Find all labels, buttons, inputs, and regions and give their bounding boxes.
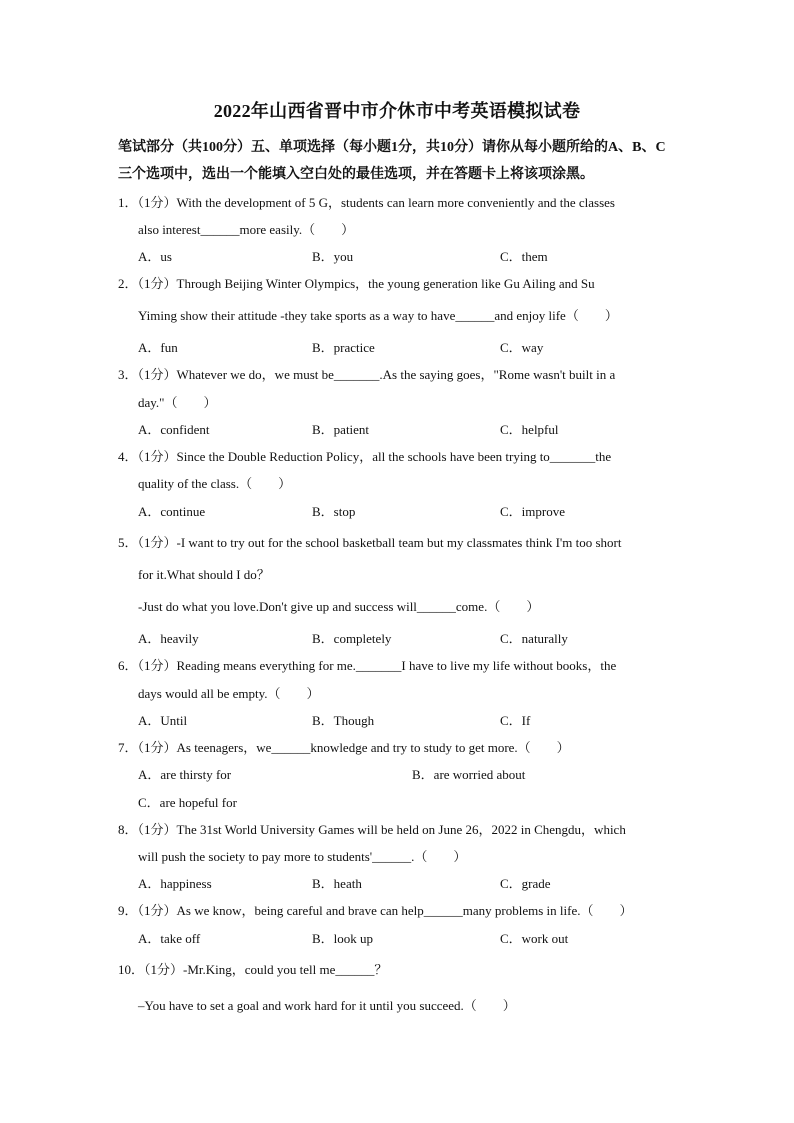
option-c[interactable]: C．them (500, 249, 548, 264)
question-text: 10．（1分）-Mr.King，could you tell me______？ (118, 962, 388, 977)
option-a[interactable]: A．us (138, 249, 172, 264)
section-instructions-line-2: 三个选项中，选出一个能填入空白处的最佳选项，并在答题卡上将该项涂黑。 (118, 167, 594, 182)
option-b[interactable]: B．completely (312, 631, 392, 646)
option-a[interactable]: A．Until (138, 713, 188, 728)
option-b[interactable]: B．are worried about (412, 767, 526, 782)
option-c[interactable]: C．helpful (500, 422, 559, 437)
question-text: 2．（1分）Through Beijing Winter Olympics，the young generation like Gu Ailing and Su (118, 276, 595, 291)
question-text: quality of the class.（ ） (138, 476, 292, 491)
option-a[interactable]: A．confident (138, 422, 210, 437)
option-c[interactable]: C．improve (500, 504, 565, 519)
question-text: 8．（1分）The 31st World University Games will be held on June 26，2022 in Chengdu，which (118, 822, 626, 837)
option-a[interactable]: A．continue (138, 504, 206, 519)
option-c[interactable]: C．naturally (500, 631, 568, 646)
option-c[interactable]: C．way (500, 340, 544, 355)
option-b[interactable]: B．look up (312, 931, 374, 946)
option-c[interactable]: C．work out (500, 931, 569, 946)
option-a[interactable]: A．happiness (138, 876, 212, 891)
question-text: 4．（1分）Since the Double Reduction Policy，all the schools have been trying to_______the (118, 449, 612, 464)
option-b[interactable]: B．Though (312, 713, 375, 728)
question-text: days would all be empty.（ ） (138, 686, 320, 701)
question-text: 1．（1分）With the development of 5 G，students can learn more conveniently and the classes (118, 195, 615, 210)
page-title: 2022年山西省晋中市介休市中考英语模拟试卷 (213, 101, 581, 121)
option-c[interactable]: C．If (500, 713, 531, 728)
question-text: 7．（1分）As teenagers，we______knowledge and try to study to get more.（ ） (118, 740, 570, 755)
question-text: –You have to set a goal and work hard for it until you succeed.（ ） (138, 998, 516, 1013)
question-text: will push the society to pay more to students'______.（ ） (138, 849, 467, 864)
option-b[interactable]: B．patient (312, 422, 370, 437)
question-text: for it.What should I do？ (138, 567, 270, 582)
question-text: day."（ ） (138, 395, 217, 410)
option-b[interactable]: B．practice (312, 340, 375, 355)
option-a[interactable]: A．take off (138, 931, 201, 946)
question-text: Yiming show their attitude -they take sports as a way to have______and enjoy life（ ） (138, 308, 618, 323)
option-b[interactable]: B．heath (312, 876, 362, 891)
option-c[interactable]: C．are hopeful for (138, 795, 237, 810)
question-text: 6．（1分）Reading means everything for me._______I have to live my life without books，the (118, 658, 617, 673)
section-instructions-line-1: 笔试部分（共100分）五、单项选择（每小题1分，共10分）请你从每小题所给的A、B、C (118, 140, 666, 155)
question-text: 9．（1分）As we know，being careful and brave can help______many problems in life.（ ） (118, 903, 633, 918)
option-a[interactable]: A．are thirsty for (138, 767, 232, 782)
question-text: -Just do what you love.Don't give up and success will______come.（ ） (138, 599, 540, 614)
option-b[interactable]: B．you (312, 249, 354, 264)
question-text: 3．（1分）Whatever we do，we must be_______.As the saying goes，"Rome wasn't built in a (118, 367, 616, 382)
option-c[interactable]: C．grade (500, 876, 551, 891)
option-b[interactable]: B．stop (312, 504, 356, 519)
question-text: 5．（1分）-I want to try out for the school basketball team but my classmates think I'm too short (118, 535, 622, 550)
option-a[interactable]: A．heavily (138, 631, 199, 646)
option-a[interactable]: A．fun (138, 340, 178, 355)
question-text: also interest______more easily.（ ） (138, 222, 355, 237)
